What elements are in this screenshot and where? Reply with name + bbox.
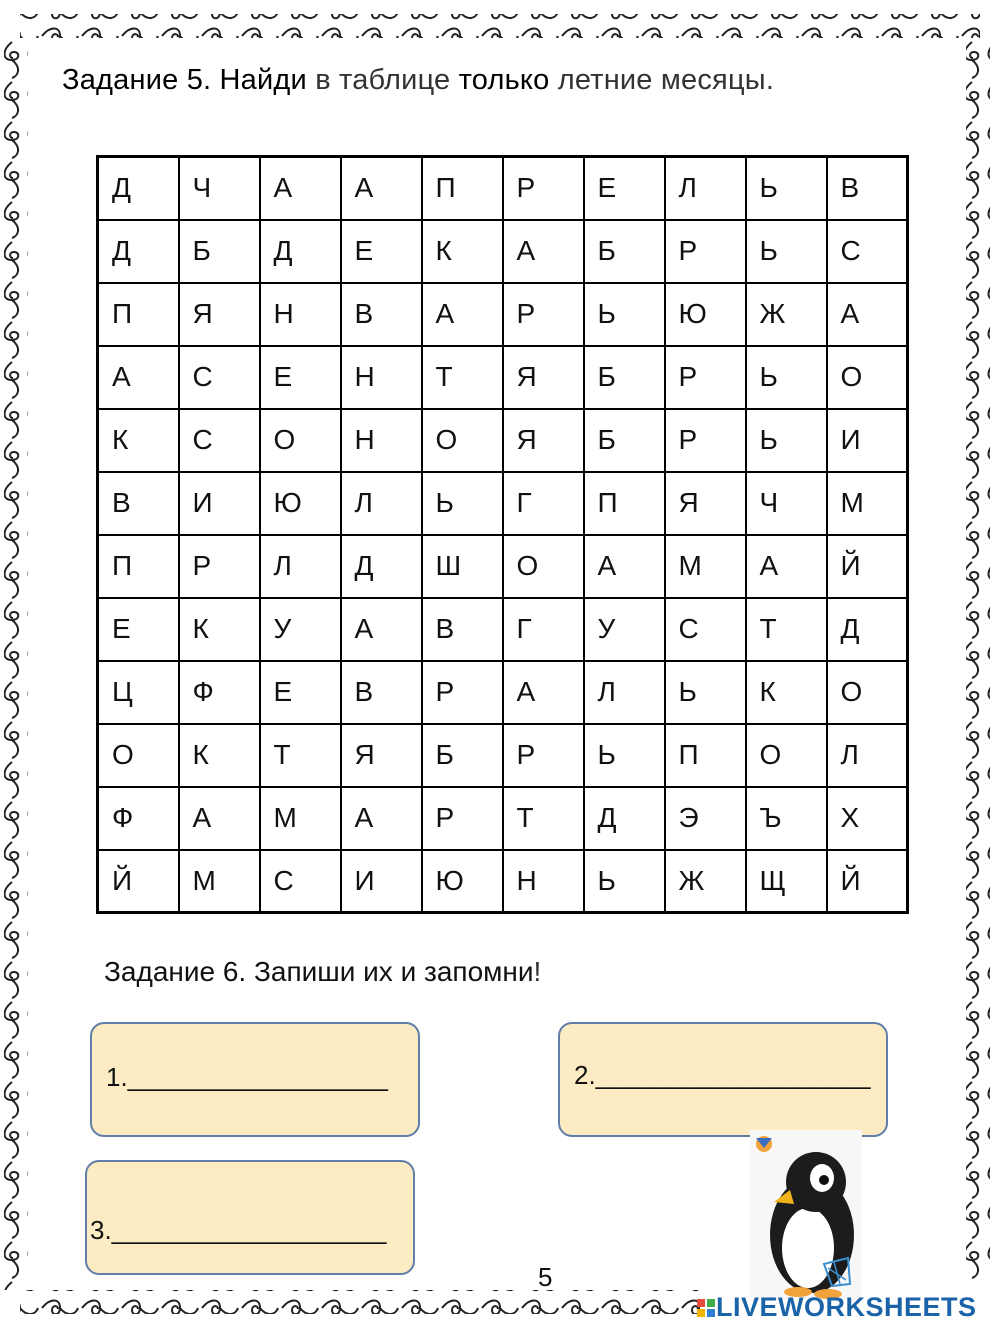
grid-cell[interactable]: Б [584, 220, 665, 283]
grid-cell[interactable]: Т [260, 724, 341, 787]
grid-cell[interactable]: Д [260, 220, 341, 283]
grid-cell[interactable]: Ъ [746, 787, 827, 850]
grid-cell[interactable]: А [341, 598, 422, 661]
grid-cell[interactable]: Б [422, 724, 503, 787]
grid-cell[interactable]: Б [179, 220, 260, 283]
grid-cell[interactable]: Г [503, 598, 584, 661]
grid-cell[interactable]: К [179, 598, 260, 661]
grid-cell[interactable]: А [746, 535, 827, 598]
grid-cell[interactable]: И [341, 850, 422, 913]
grid-cell[interactable]: Л [260, 535, 341, 598]
grid-row [98, 535, 908, 598]
border-right [966, 40, 990, 1280]
grid-cell[interactable]: А [341, 787, 422, 850]
grid-cell[interactable]: Щ [746, 850, 827, 913]
grid-cell[interactable]: Н [260, 283, 341, 346]
grid-cell[interactable]: К [98, 409, 179, 472]
grid-row [98, 661, 908, 724]
grid-cell[interactable]: Х [827, 787, 908, 850]
grid-cell[interactable]: Р [503, 283, 584, 346]
grid-cell[interactable]: Ь [746, 220, 827, 283]
task5-text-a: в таблице [306, 64, 459, 96]
task5-text-b: летние месяцы. [549, 64, 775, 96]
answer-box-3[interactable] [85, 1160, 415, 1275]
grid-cell[interactable]: С [827, 220, 908, 283]
grid-row [98, 283, 908, 346]
grid-cell[interactable]: Й [827, 850, 908, 913]
grid-cell[interactable]: Ю [422, 850, 503, 913]
grid-row [98, 598, 908, 661]
grid-cell[interactable]: Т [422, 346, 503, 409]
grid-cell[interactable]: В [341, 661, 422, 724]
grid-cell[interactable]: Р [422, 787, 503, 850]
grid-cell[interactable]: Н [341, 409, 422, 472]
grid-cell[interactable]: Л [584, 661, 665, 724]
grid-cell[interactable]: О [827, 661, 908, 724]
grid-cell[interactable]: Е [260, 346, 341, 409]
grid-cell[interactable]: Ь [584, 724, 665, 787]
grid-cell[interactable]: В [98, 472, 179, 535]
answer-line-2: 2.___________________ [574, 1060, 871, 1090]
grid-cell[interactable]: Р [422, 661, 503, 724]
grid-cell[interactable]: О [98, 724, 179, 787]
grid-cell[interactable]: С [260, 850, 341, 913]
grid-cell[interactable]: Е [341, 220, 422, 283]
grid-cell[interactable]: Л [827, 724, 908, 787]
task5-title: Задание 5. Найди [62, 64, 307, 96]
grid-cell[interactable]: Д [341, 535, 422, 598]
grid-cell[interactable]: М [260, 787, 341, 850]
grid-cell[interactable]: С [179, 346, 260, 409]
grid-cell[interactable]: Д [584, 787, 665, 850]
grid-cell[interactable]: А [503, 661, 584, 724]
grid-cell[interactable]: А [503, 220, 584, 283]
grid-cell[interactable]: Г [503, 472, 584, 535]
grid-cell[interactable]: Ь [584, 283, 665, 346]
grid-cell[interactable]: К [422, 220, 503, 283]
grid-cell[interactable]: Л [341, 472, 422, 535]
grid-cell[interactable]: Ф [98, 787, 179, 850]
grid-cell[interactable]: М [665, 535, 746, 598]
border-bottom [20, 1290, 700, 1314]
task6-text: Задание 6. Запиши их и запомни [104, 956, 534, 987]
answer-box-1[interactable] [90, 1022, 420, 1137]
grid-cell[interactable]: А [98, 346, 179, 409]
grid-cell[interactable]: О [746, 724, 827, 787]
grid-cell[interactable]: У [260, 598, 341, 661]
grid-cell[interactable]: К [179, 724, 260, 787]
grid-cell[interactable]: А [179, 787, 260, 850]
grid-cell[interactable]: Ш [422, 535, 503, 598]
task6-instruction [104, 956, 541, 988]
grid-cell[interactable]: Ф [179, 661, 260, 724]
word-search-grid [96, 155, 909, 914]
grid-cell[interactable]: Ь [746, 157, 827, 220]
grid-cell[interactable]: П [98, 283, 179, 346]
task5-instruction [62, 64, 774, 97]
grid-cell[interactable]: Ч [746, 472, 827, 535]
grid-cell[interactable]: Я [341, 724, 422, 787]
liveworksheets-brand: LIVEWORKSHEETS [716, 1292, 977, 1322]
grid-cell[interactable]: Л [665, 157, 746, 220]
answer-box-2[interactable] [558, 1022, 888, 1137]
grid-cell[interactable]: Н [503, 850, 584, 913]
grid-cell[interactable]: К [746, 661, 827, 724]
grid-cell[interactable]: Б [584, 346, 665, 409]
grid-cell[interactable]: Р [503, 157, 584, 220]
grid-cell[interactable]: Д [98, 157, 179, 220]
page-number: 5 [538, 1262, 553, 1292]
grid-cell[interactable]: П [584, 472, 665, 535]
grid-cell[interactable]: А [584, 535, 665, 598]
grid-cell[interactable]: Ж [665, 850, 746, 913]
grid-cell[interactable]: Я [665, 472, 746, 535]
task6-exclaim: ! [533, 956, 542, 987]
grid-cell[interactable]: А [341, 157, 422, 220]
grid-cell[interactable]: Б [584, 409, 665, 472]
grid-cell[interactable]: Й [827, 535, 908, 598]
grid-cell[interactable]: В [422, 598, 503, 661]
grid-cell[interactable]: Э [665, 787, 746, 850]
grid-cell[interactable]: Ь [746, 346, 827, 409]
grid-cell[interactable]: Р [503, 724, 584, 787]
grid-cell[interactable]: Ь [422, 472, 503, 535]
grid-row [98, 472, 908, 535]
grid-cell[interactable]: П [98, 535, 179, 598]
grid-row [98, 850, 908, 913]
task5-emphasis: только [458, 64, 550, 96]
grid-cell[interactable]: М [179, 850, 260, 913]
grid-cell[interactable]: Ю [260, 472, 341, 535]
grid-cell[interactable]: Д [827, 598, 908, 661]
grid-cell[interactable]: Н [341, 346, 422, 409]
liveworksheets-logo-icon [696, 1298, 716, 1324]
grid-cell[interactable]: Я [503, 409, 584, 472]
grid-cell[interactable]: П [422, 157, 503, 220]
grid-cell[interactable]: Р [665, 409, 746, 472]
grid-row [98, 346, 908, 409]
grid-cell[interactable]: Ь [584, 850, 665, 913]
grid-row [98, 220, 908, 283]
border-top [20, 14, 980, 38]
grid-cell[interactable]: С [179, 409, 260, 472]
grid-cell[interactable]: Е [98, 598, 179, 661]
grid-cell[interactable]: Ь [665, 661, 746, 724]
grid-cell[interactable]: М [827, 472, 908, 535]
grid-cell[interactable]: А [422, 283, 503, 346]
grid-cell[interactable]: А [827, 283, 908, 346]
grid-cell[interactable]: Ь [746, 409, 827, 472]
grid-cell[interactable]: О [260, 409, 341, 472]
answer-line-1: 1.__________________ [106, 1062, 388, 1092]
grid-cell[interactable]: П [665, 724, 746, 787]
grid-cell[interactable]: Ж [746, 283, 827, 346]
grid-row [98, 409, 908, 472]
grid-cell[interactable]: Т [503, 787, 584, 850]
grid-cell[interactable]: Я [503, 346, 584, 409]
grid-row [98, 787, 908, 850]
grid-cell[interactable]: Й [98, 850, 179, 913]
grid-cell[interactable]: А [260, 157, 341, 220]
grid-cell[interactable]: И [827, 409, 908, 472]
grid-cell[interactable]: Е [584, 157, 665, 220]
grid-cell[interactable]: В [341, 283, 422, 346]
grid-cell[interactable]: Ц [98, 661, 179, 724]
grid-cell[interactable]: Р [179, 535, 260, 598]
grid-cell[interactable]: Е [260, 661, 341, 724]
grid-cell[interactable]: Р [665, 220, 746, 283]
grid-cell[interactable]: О [422, 409, 503, 472]
grid-cell[interactable]: У [584, 598, 665, 661]
grid-cell[interactable]: О [827, 346, 908, 409]
grid-cell[interactable]: С [665, 598, 746, 661]
grid-cell[interactable]: Я [179, 283, 260, 346]
grid-cell[interactable]: Д [98, 220, 179, 283]
grid-cell[interactable]: Р [665, 346, 746, 409]
answer-line-3: 3.___________________ [90, 1215, 387, 1245]
grid-cell[interactable]: О [503, 535, 584, 598]
border-left [4, 40, 28, 1290]
grid-cell[interactable]: Ч [179, 157, 260, 220]
grid-row [98, 724, 908, 787]
grid-cell[interactable]: И [179, 472, 260, 535]
grid-cell[interactable]: Ю [665, 283, 746, 346]
grid-cell[interactable]: В [827, 157, 908, 220]
grid-cell[interactable]: Т [746, 598, 827, 661]
grid-row [98, 157, 908, 220]
penguin-illustration [750, 1130, 862, 1300]
